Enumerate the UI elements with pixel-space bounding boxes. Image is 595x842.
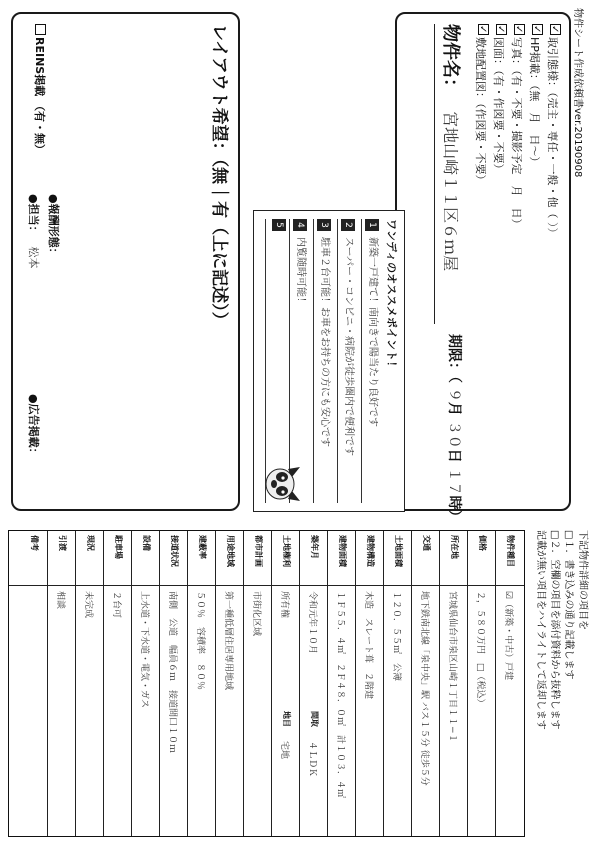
options-list xyxy=(471,24,561,264)
option-hp[interactable]: ✓HP掲載：（無 月 日〜） xyxy=(525,24,543,264)
option-torihiki[interactable]: ✓取引態様：（売主・専任・一般・他（ ）） xyxy=(543,24,561,264)
point-row-1[interactable]: 1新築一戸建て！南向きで陽当たり良好です xyxy=(361,219,382,503)
table-row: 接道状況 南側 公道 幅員６ｍ 接道間口１０ｍ xyxy=(159,531,188,836)
person-value[interactable]: 松本 xyxy=(27,246,40,269)
table-row: 用途地域 第一種低層住居専用地域 xyxy=(215,531,244,836)
points-box xyxy=(253,210,405,512)
ad-label: ●広告掲載： xyxy=(27,394,40,459)
reins-checkbox[interactable]: REINS掲載 （有・無） xyxy=(32,24,48,155)
table-row: 所在地 宮城県仙台市泉区山崎１丁目１１−１ xyxy=(439,531,468,836)
photo-checkbox[interactable] xyxy=(514,24,525,35)
table-row: 建物面積 １Ｆ５５．４㎡ ２Ｆ４８．０㎡ 計１０３．４㎡ xyxy=(327,531,356,836)
note-option-1[interactable]: □１．書き込みの通り記載します xyxy=(563,530,574,680)
point-row-3[interactable]: 3駐車２台可能！お車をお持ちの方にも安心です xyxy=(313,219,334,503)
detail-table xyxy=(8,530,525,837)
table-row: 都市計画 市街化区域 xyxy=(243,531,272,836)
note-option-2[interactable]: □２．空欄の項目を添付資料から抜粋します xyxy=(549,530,560,730)
table-row: 駐車場 ２台可 xyxy=(103,531,132,836)
table-row: 物件種目 ☑（新築・中古）戸建 xyxy=(495,531,524,836)
floorplan-checkbox[interactable] xyxy=(496,24,507,35)
table-row: 建物構造 木造 スレート葺 ２階建 xyxy=(355,531,384,836)
table-row: 土地権利 所有権 地目 宅地 xyxy=(271,531,300,836)
table-row: 交通 地下鉄南北線「泉中央」駅 バス１５分 徒歩５分 xyxy=(411,531,440,836)
deadline: 期限：（ ９月 ３０日 １７時） xyxy=(446,334,462,524)
deadline-hour[interactable]: １７ xyxy=(446,467,462,496)
torihiki-checkbox[interactable] xyxy=(550,24,561,35)
dog-mascot-icon xyxy=(258,463,302,505)
deadline-day[interactable]: ３０ xyxy=(446,420,462,449)
option-photo[interactable]: ✓写真：（有・不要・撮影予定 月 日） xyxy=(507,24,525,264)
table-row: 価格 ２，５８０万円 □（税込） xyxy=(467,531,496,836)
property-name-line xyxy=(434,24,465,324)
point-row-5[interactable]: 5 xyxy=(265,219,286,503)
table-row: 現況 未完成 xyxy=(75,531,104,836)
site-plan-checkbox[interactable] xyxy=(478,24,489,35)
notes-box: 下記物件詳細の項目を □１．書き込みの通り記載します □２．空欄の項目を添付資料から抜粋します 記載が無い項目をハイライトして返却します xyxy=(533,530,589,830)
table-row: 土地面積 １２０．５５㎡ 公簿 xyxy=(383,531,412,836)
form-title: 物件シート作成依頼書ver.20190908 xyxy=(572,8,583,178)
option-site-plan[interactable]: ✓敷地配置図：（作図要・不要） xyxy=(471,24,489,264)
point-row-2[interactable]: 2スーパー・コンビニ・病院が徒歩圏内で便利です xyxy=(337,219,358,503)
property-name-value[interactable]: 宮地山崎１１区６ｍ屋 xyxy=(441,111,460,272)
table-row: 設備 上水道・下水道・電気・ガス xyxy=(131,531,160,836)
layout-label[interactable]: レイアウト希望：（無｜有（上に記述）） xyxy=(209,24,229,329)
table-row: 築年月 令和元年１０月 間取 ４ＬＤＫ xyxy=(299,531,328,836)
table-row: 建蔽率 ５０％ 容積率 ８０％ xyxy=(187,531,216,836)
request-info-box xyxy=(395,12,571,524)
points-title: ワンディのオススメポイント！ xyxy=(385,219,398,373)
table-row: 引渡 相談 xyxy=(47,531,76,836)
layout-box xyxy=(11,12,240,511)
table-row: 備考 xyxy=(30,535,39,551)
property-name-label: 物件名： xyxy=(440,24,461,96)
option-floorplan[interactable]: ✓図面：（有・作図要・不要） xyxy=(489,24,507,264)
fee-label: ●報酬形態： xyxy=(47,194,60,259)
table-column-divider xyxy=(9,585,524,586)
hp-checkbox[interactable] xyxy=(532,24,543,35)
deadline-month[interactable]: ９ xyxy=(446,387,462,402)
person-label: ●担当： 松本 xyxy=(27,194,40,269)
point-row-4[interactable]: 4内覧随時可能！ xyxy=(289,219,310,503)
